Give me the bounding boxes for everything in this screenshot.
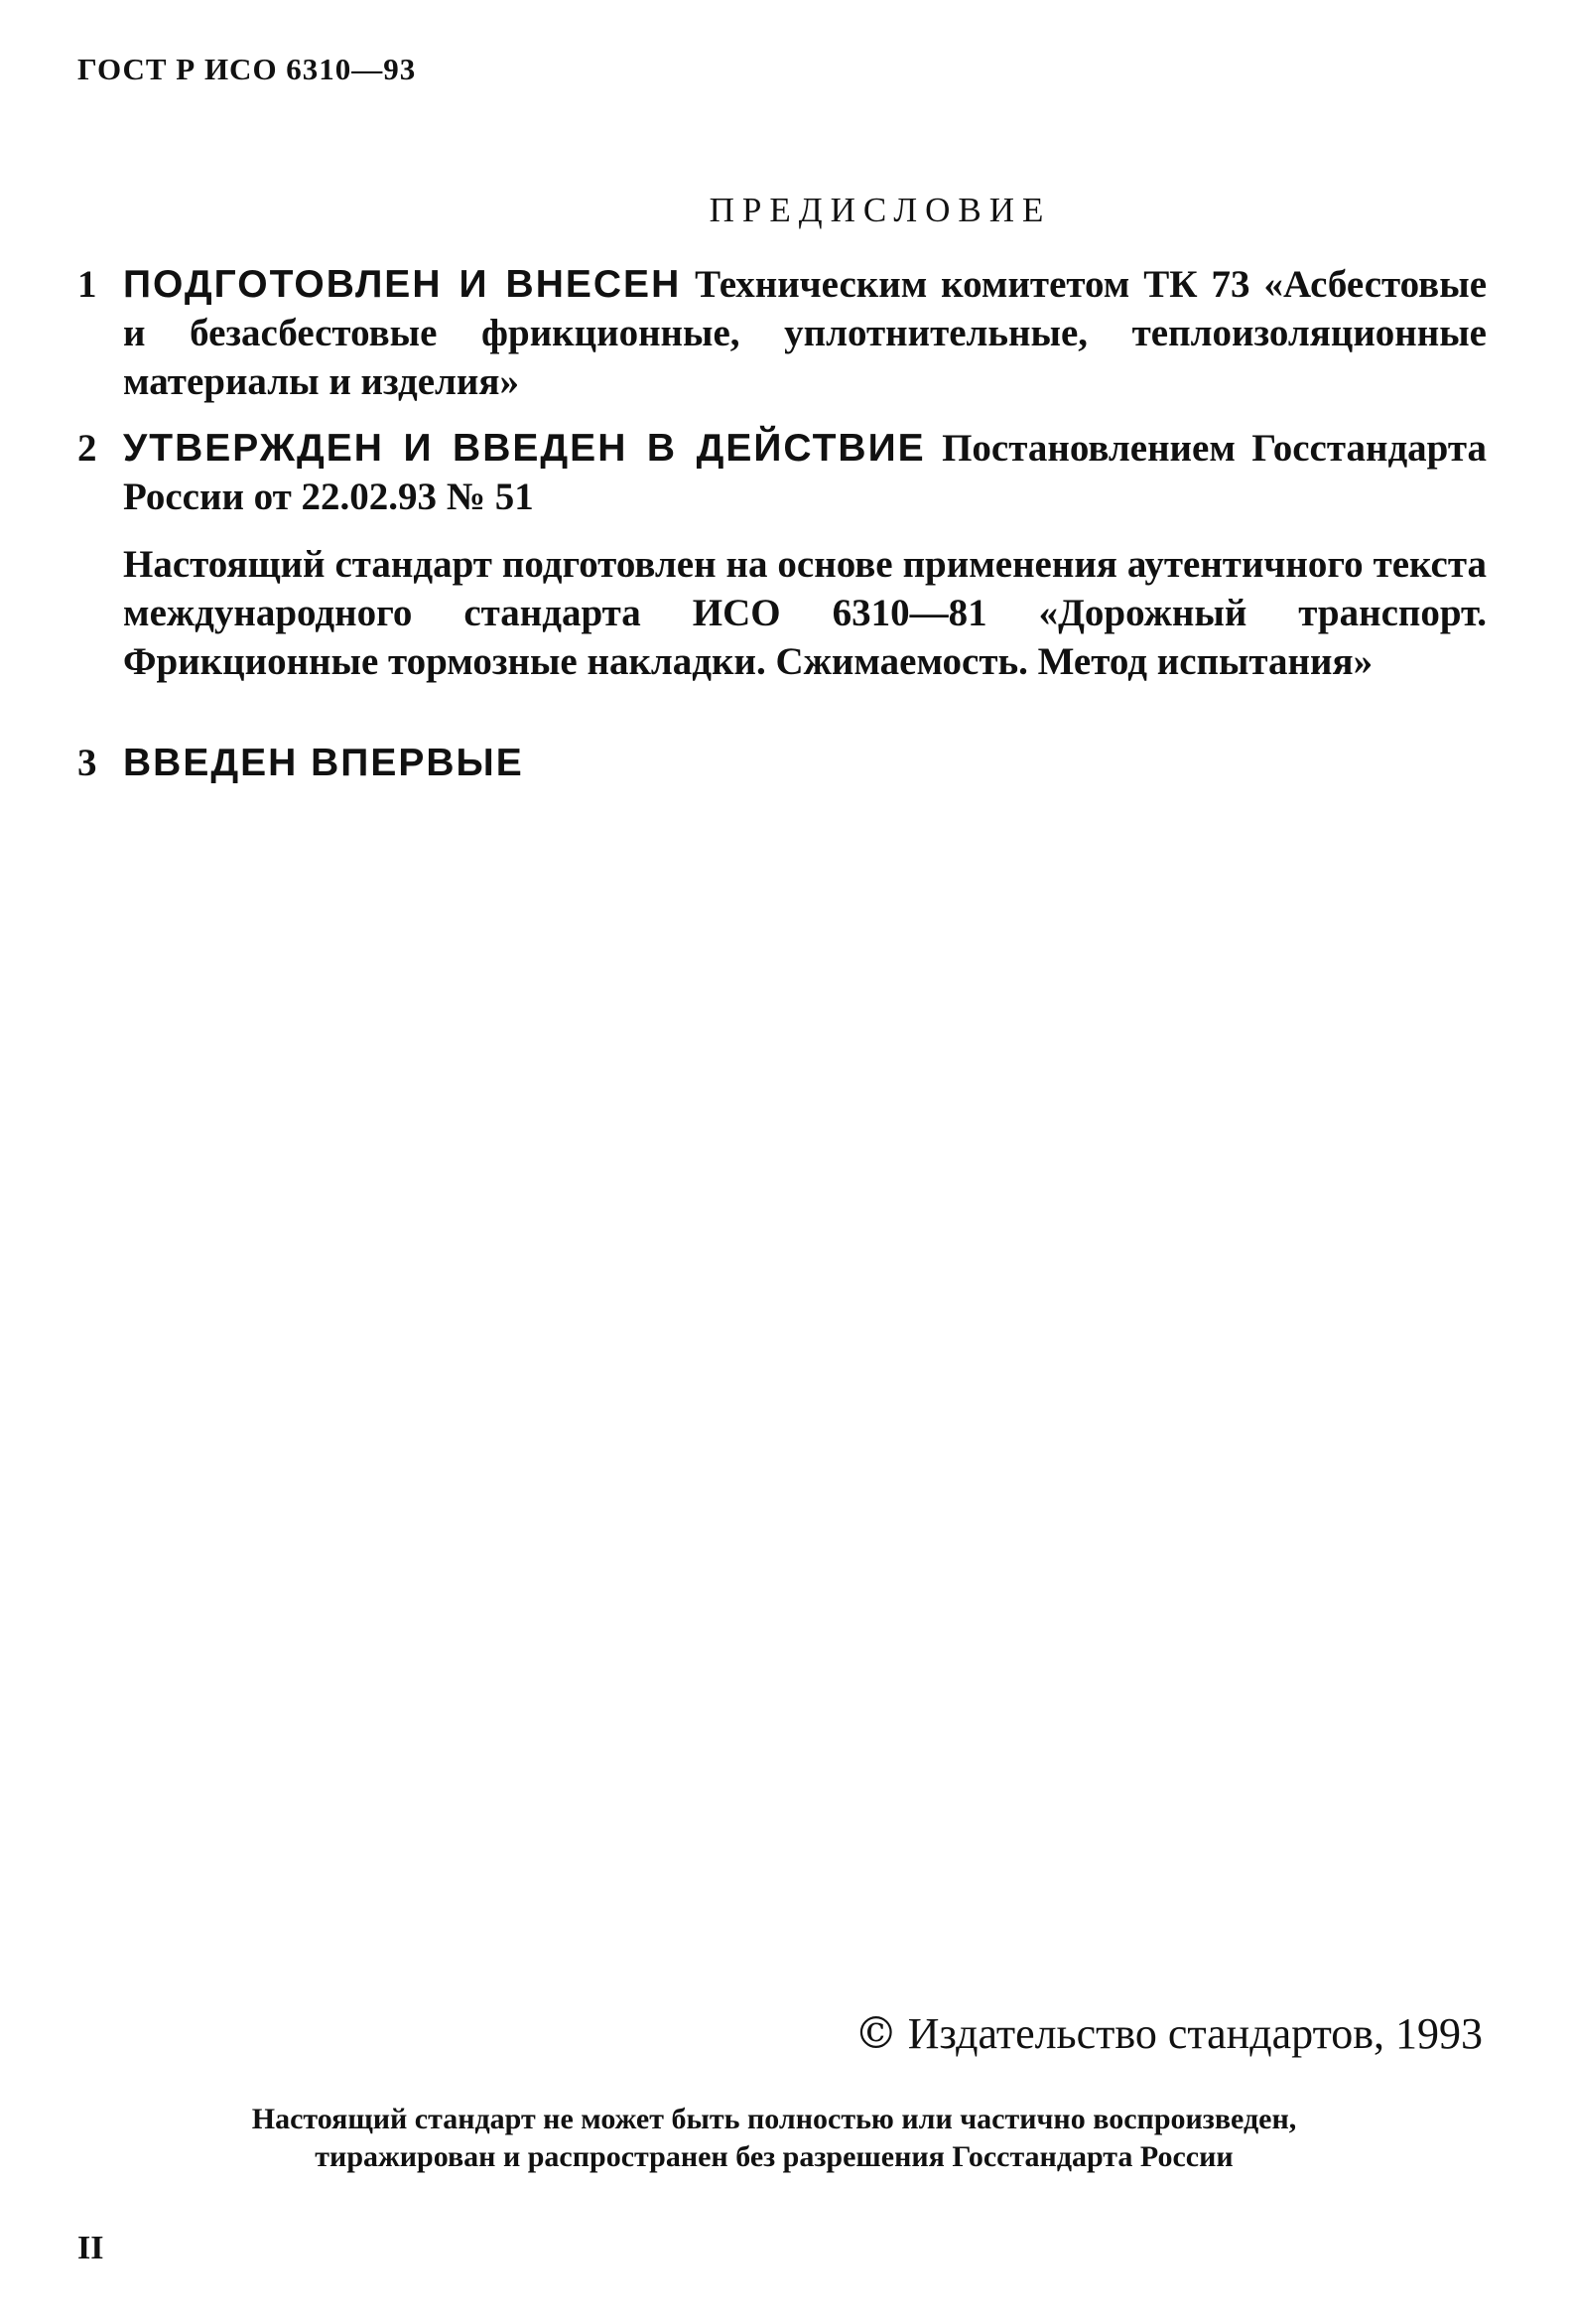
standard-code-header: ГОСТ Р ИСО 6310—93 [77,52,417,86]
section-1 [77,260,1487,406]
copyright-text: Издательство стандартов, 1993 [907,2009,1483,2058]
page-number: II [77,2230,104,2266]
copyright-icon: © [853,2008,898,2059]
section-2 [77,424,1487,521]
reproduction-notice [60,2101,1489,2176]
basis-paragraph: Настоящий стандарт подготовлен на основе применения аутентичного текста международного стандарта ИСО 6310—81 «Дорожный транспорт. Фрикционные тормозные накладки. Сжимаемость. Метод испытания» [123,543,1487,683]
section-number: 3 [77,742,97,784]
section-number: 1 [77,263,97,306]
section-text: Техническим комитетом ТК 73 «Асбестовые и безасбестовые фрикционные, уплотнительные, теплоизоляционные материалы и изделия» [123,263,1488,403]
section-lead: УТВЕРЖДЕН И ВВЕДЕН В ДЕЙСТВИЕ [123,427,926,470]
notice-line-1: Настоящий стандарт не может быть полностью или частично воспроизведен, [251,2103,1297,2135]
section-body [123,424,1487,521]
section-body [123,260,1487,406]
section-lead: ВВЕДЕН ВПЕРВЫЕ [123,742,524,784]
section-number: 2 [77,427,97,470]
notice-line-2: тиражирован и распространен без разрешения Госстандарта России [315,2140,1234,2173]
copyright-line [0,2008,1483,2059]
section-body [123,739,1487,787]
section-3 [77,739,1487,787]
section-text: Постановлением Госстандарта России от 22.02.93 № 51 [123,427,1487,518]
section-lead: ПОДГОТОВЛЕН И ВНЕСЕН [123,263,682,306]
foreword-title: ПРЕДИСЛОВИЕ [709,191,1052,229]
